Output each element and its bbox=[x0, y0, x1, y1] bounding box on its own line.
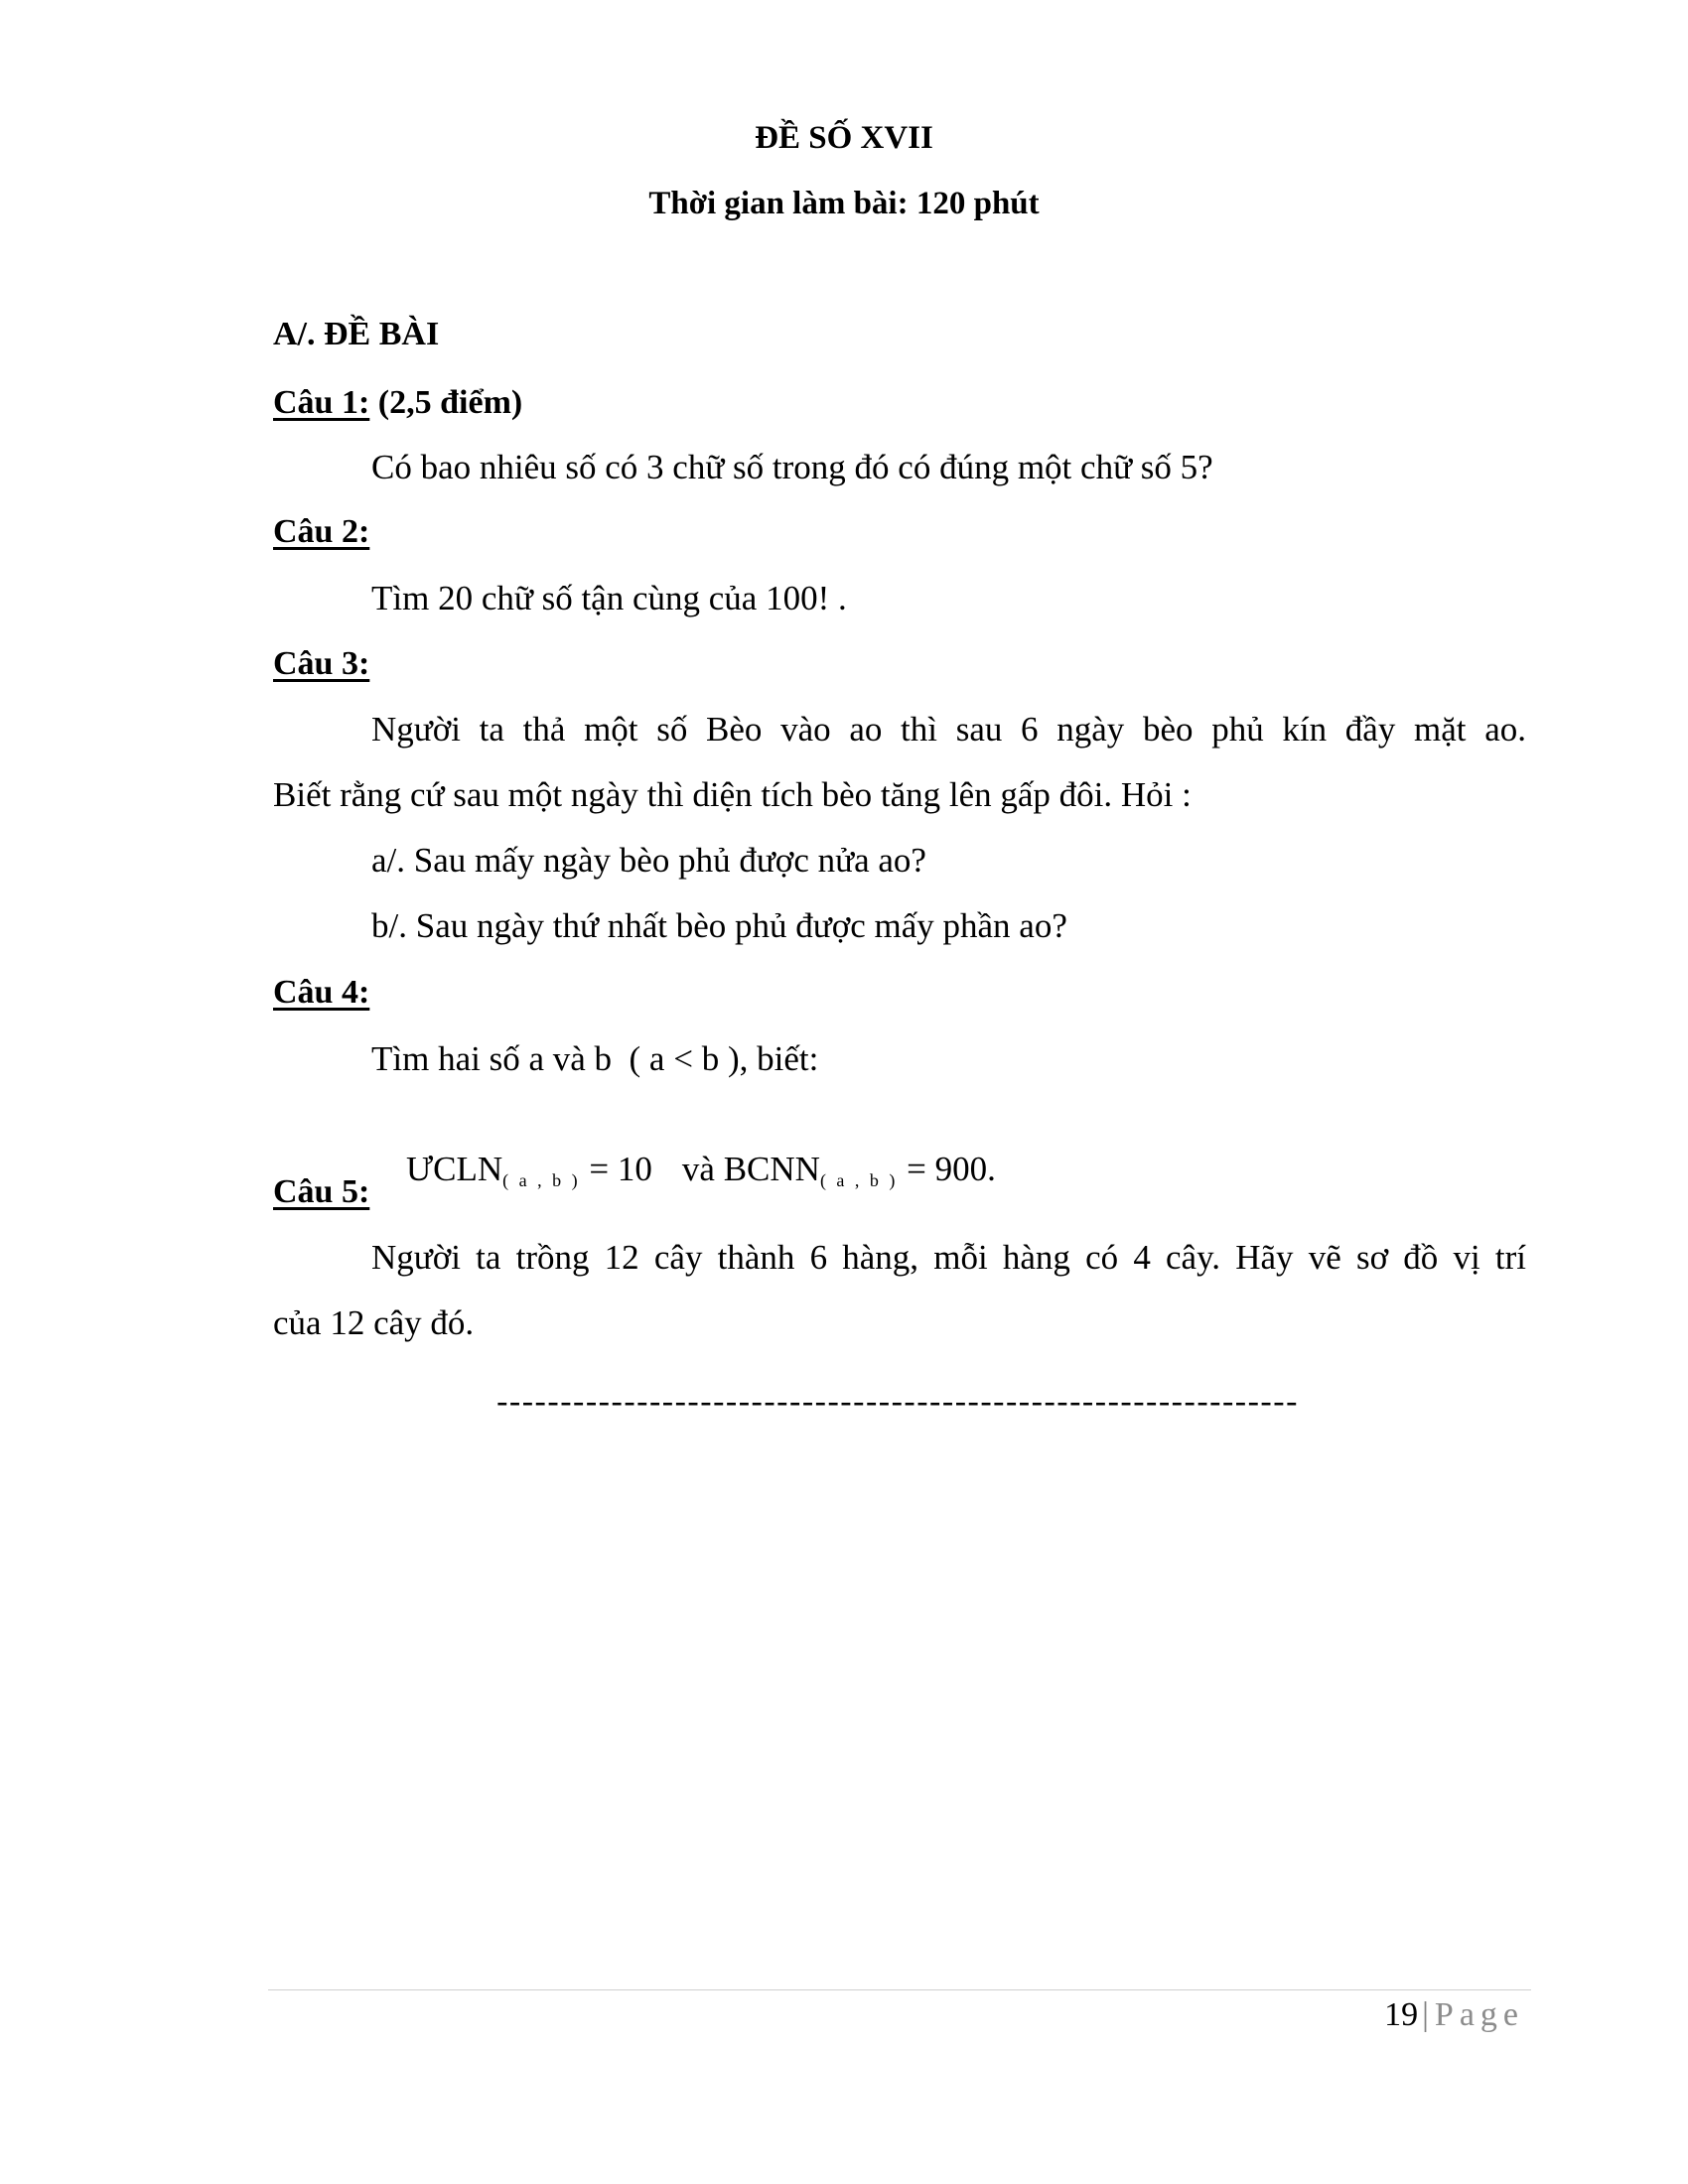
question-1-heading bbox=[273, 381, 522, 425]
lcm-subscript: ( a , b ) bbox=[819, 1170, 899, 1190]
question-4-formula bbox=[371, 1104, 996, 1235]
section-title: A/. ĐỀ BÀI bbox=[273, 316, 440, 352]
page-number: 19 bbox=[1384, 1996, 1419, 2033]
gcd-subscript: ( a , b ) bbox=[502, 1170, 581, 1190]
question-3-part-a: a/. Sau mấy ngày bèo phủ được nửa ao? bbox=[371, 841, 926, 880]
exam-title: ĐỀ SỐ XVII bbox=[755, 120, 933, 156]
question-2-heading bbox=[273, 510, 369, 554]
page-label: Page bbox=[1434, 1996, 1524, 2033]
lcm-value: = 900. bbox=[898, 1150, 996, 1188]
question-1-text: Có bao nhiêu số có 3 chữ số trong đó có đúng một chữ số 5? bbox=[371, 448, 1213, 486]
question-4-text: Tìm hai số a và b ( a < b ), biết: bbox=[371, 1039, 819, 1078]
question-2-label: Câu 2: bbox=[273, 513, 370, 550]
question-4-heading bbox=[273, 971, 369, 1015]
question-3-text-line-2: Biết rằng cứ sau một ngày thì diện tích bèo tăng lên gấp đôi. Hỏi : bbox=[273, 775, 1192, 814]
footer-divider bbox=[268, 1989, 1531, 1990]
question-3-text-line-1-content: Người ta thả một số Bèo vào ao thì sau 6 ngày bèo phủ kín đầy mặt ao. bbox=[371, 710, 1526, 749]
question-4-label: Câu 4: bbox=[273, 974, 370, 1011]
lcm-label: BCNN bbox=[723, 1150, 820, 1188]
question-5-heading bbox=[273, 1170, 369, 1214]
question-5-label: Câu 5: bbox=[273, 1173, 370, 1210]
question-1-points: (2,5 điểm) bbox=[369, 384, 523, 421]
gcd-value: = 10 bbox=[580, 1150, 652, 1188]
question-3-heading bbox=[273, 642, 369, 686]
question-1-label: Câu 1: bbox=[273, 384, 370, 421]
and-word: và bbox=[681, 1150, 715, 1188]
page-footer bbox=[1384, 1993, 1524, 2037]
separator-line: --------------------------------------------------------------- bbox=[496, 1383, 1299, 1420]
question-5-text-line-1 bbox=[273, 1236, 1526, 1280]
question-3-label: Câu 3: bbox=[273, 645, 370, 682]
gcd-label: ƯCLN bbox=[406, 1150, 503, 1188]
question-2-text: Tìm 20 chữ số tận cùng của 100! . bbox=[371, 579, 847, 617]
question-3-text-line-1 bbox=[273, 708, 1526, 751]
footer-separator: | bbox=[1422, 1996, 1429, 2033]
exam-time: Thời gian làm bài: 120 phút bbox=[648, 186, 1040, 221]
question-5-text-line-2: của 12 cây đó. bbox=[273, 1303, 475, 1342]
question-5-text-line-1-content: Người ta trồng 12 cây thành 6 hàng, mỗi hàng có 4 cây. Hãy vẽ sơ đồ vị trí bbox=[371, 1238, 1526, 1277]
question-3-part-b: b/. Sau ngày thứ nhất bèo phủ được mấy phần ao? bbox=[371, 906, 1067, 945]
